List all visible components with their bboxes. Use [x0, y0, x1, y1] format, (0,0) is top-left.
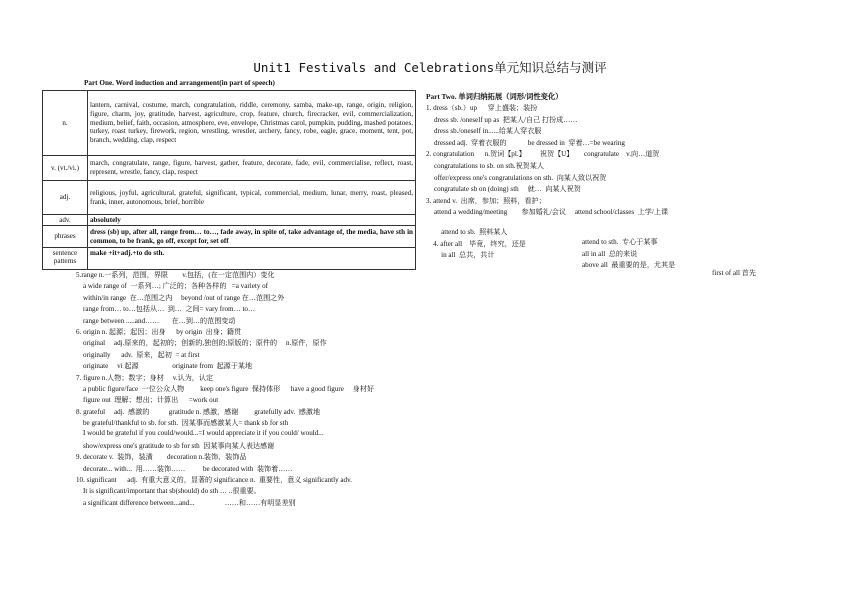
- note-line: originally adv. 原来，起初 = at first: [83, 350, 200, 359]
- note-text: 3. attend v. 出席，参加；照料，看护；: [426, 196, 546, 205]
- table-row: [43, 181, 416, 215]
- note-line: 5.range n.一系列，范围，界限 v.包括，(在一定范围内）变化: [76, 271, 275, 279]
- row-key: adj.: [43, 181, 88, 215]
- note-line: I would be grateful if you could/would...=I would appreciate it if you could/ would...: [83, 429, 324, 438]
- row-text: make +it+adj.+to do sth.: [88, 248, 416, 270]
- note-line: be grateful/thankful to sb. for sth. 因某事而感激某人= thank sb for sth: [83, 419, 289, 428]
- note-line: decorate... with... 用……装饰…… be decorated with 装饰着……: [83, 464, 293, 473]
- note-text: 2. congratulation n.贺词【pl.】 祝贺【U】 congratulate v.向…道贺: [426, 150, 660, 159]
- note-line: [426, 161, 846, 173]
- note-line: a wide range of 一系列…; 广泛的；各种各样的 =a variety of: [83, 282, 269, 291]
- note-line: [426, 196, 846, 208]
- note-text: attend to sth. 专心于某事: [582, 237, 658, 246]
- note-line: 6. origin n. 起源；起因；出身 by origin 出身；籍贯: [76, 327, 242, 336]
- note-text: above all 最重要的是，尤其是: [582, 261, 676, 270]
- note-line: originate vi 起源 originate from 起源于某地: [83, 362, 253, 371]
- row-key: adv.: [43, 215, 88, 226]
- note-text: congratulations to sb. on sth.祝贺某人: [434, 161, 544, 170]
- note-line: [426, 138, 846, 150]
- note-line: range between .....and…… 在…到…的范围变动: [83, 316, 236, 325]
- note-text: dress sb./oneself in......给某人穿衣服: [434, 127, 542, 136]
- row-text: march, congratulate, range, figure, harvest, gather, feature, decorate, fade, evil, commercialise, reflect, roast, represent, wrestle, fancy, clap, respect: [88, 156, 416, 181]
- row-key: n.: [43, 91, 88, 156]
- note-text: congratulate sb on (doing) sth 就… 向某人祝贺: [434, 185, 581, 194]
- note-line: 9. decorate v. 装饰，装潢 decoration n.装饰，装饰品: [76, 453, 247, 462]
- table-row: [43, 156, 416, 181]
- note-line: a significant difference between...and... ……和……有明显差别: [83, 498, 296, 507]
- note-text: dressed adj. 穿着衣服的 be dressed in 穿着…=be wearing: [434, 138, 625, 147]
- row-key: phrases: [43, 226, 88, 248]
- note-text: dress sb. /oneself up as 把某人/自己 打扮成……: [434, 115, 578, 124]
- note-line: [426, 184, 846, 196]
- note-line: [426, 103, 846, 115]
- note-line: 8. grateful adj. 感激的 gratitude n. 感激，感谢 gratefully adv. 感激地: [76, 407, 321, 416]
- row-text: absolutely: [88, 215, 416, 226]
- note-line: 7. figure n.人物；数字；身材 v.认为，认定: [76, 373, 214, 382]
- row-text: dress (sb) up, after all, range from… to…, fade away, in spite of, take advantage of, the media, have sth in common, to be frank, go off, except for, set off: [88, 226, 416, 248]
- left-notes: [76, 270, 436, 509]
- note-text: in all 总共，共计: [441, 251, 495, 260]
- note-text: offer/express one's congratulations on sth. 向某人致以祝贺: [434, 173, 607, 182]
- note-line: within/in range 在…范围之内 beyond /out of range 在…范围之外: [83, 293, 285, 302]
- part-two-section: [426, 92, 846, 278]
- note-line: [426, 173, 846, 185]
- note-line: [426, 207, 846, 219]
- part-one-heading: Part One. Word induction and arrangement(in part of speech): [84, 79, 275, 87]
- note-line: figure out 理解；想出；计算出 =work out: [83, 396, 219, 405]
- note-line: a public figure/face 一位公众人物 keep one's figure 保持体形 have a good figure 身材好: [83, 384, 375, 393]
- note-text: first of all 首先: [712, 269, 756, 278]
- page-title: Unit1 Festivals and Celebrations单元知识总结与测评: [253, 60, 607, 75]
- row-text: lantern, carnival, costume, march, congratulation, riddle, ceremony, samba, make-up, range, origin, religion, figure, charm, joy, gratitude, harvest, agriculture, crop, feature, church, firecracker, evil, commercialization, medium, belief, faith, occasion, atmosphere, eve, envelope, Christmas carol, pumpkin, pudding, mashed potatoes, turkey, roast turkey, firework, region, wrestling, wrestler, archery, fancy, robe, eagle, grace, moment, tent, pot, branch, wedding, clap, respect: [88, 91, 416, 156]
- table-row: [43, 215, 416, 226]
- note-line: It is significant/important that sb(should) do sth … ..很重要。: [83, 487, 261, 496]
- note-text: attend to sb. 照料某人: [441, 227, 508, 236]
- note-text: 4. after all 毕竟，终究，还是: [433, 239, 526, 248]
- part-two-heading: Part Two. 单词归纳拓展（词形/词性变化）: [426, 92, 563, 101]
- note-text: attend a wedding/meeting 参加婚礼/会议 attend school/classes 上学/上课: [434, 208, 669, 217]
- row-key: v. (vt./vi.): [43, 156, 88, 181]
- note-line: [426, 149, 846, 161]
- row-key: sentence patterns: [43, 248, 88, 270]
- note-line: original adj.原来的，起初的；创新的,独创的;原版的；原件的 n.原件，原作: [83, 339, 327, 348]
- vocab-table: [42, 90, 416, 270]
- note-line: [426, 126, 846, 138]
- row-text: religious, joyful, agricultural, grateful, significant, typical, commercial, medium, lunar, merry, roast, pleased, frank, inner, autonomous, brief, horrible: [88, 181, 416, 215]
- note-text: 1. dress（sb.）up 穿上盛装；装扮: [426, 104, 538, 112]
- note-line: range from… to…包括从… 到… 之间= vary from… to…: [83, 305, 256, 314]
- table-row: [43, 248, 416, 270]
- table-row: [43, 226, 416, 248]
- note-text: all in all 总的来说: [582, 249, 638, 258]
- note-line: [426, 115, 846, 127]
- note-line: show/express one's gratitude to sb for sth 因某事向某人表达感谢: [83, 441, 275, 450]
- note-line: 10. significant adj. 有重大意义的，显著的 significance n. 重要性，意义 significantly adv.: [76, 476, 352, 485]
- table-row: [43, 91, 416, 156]
